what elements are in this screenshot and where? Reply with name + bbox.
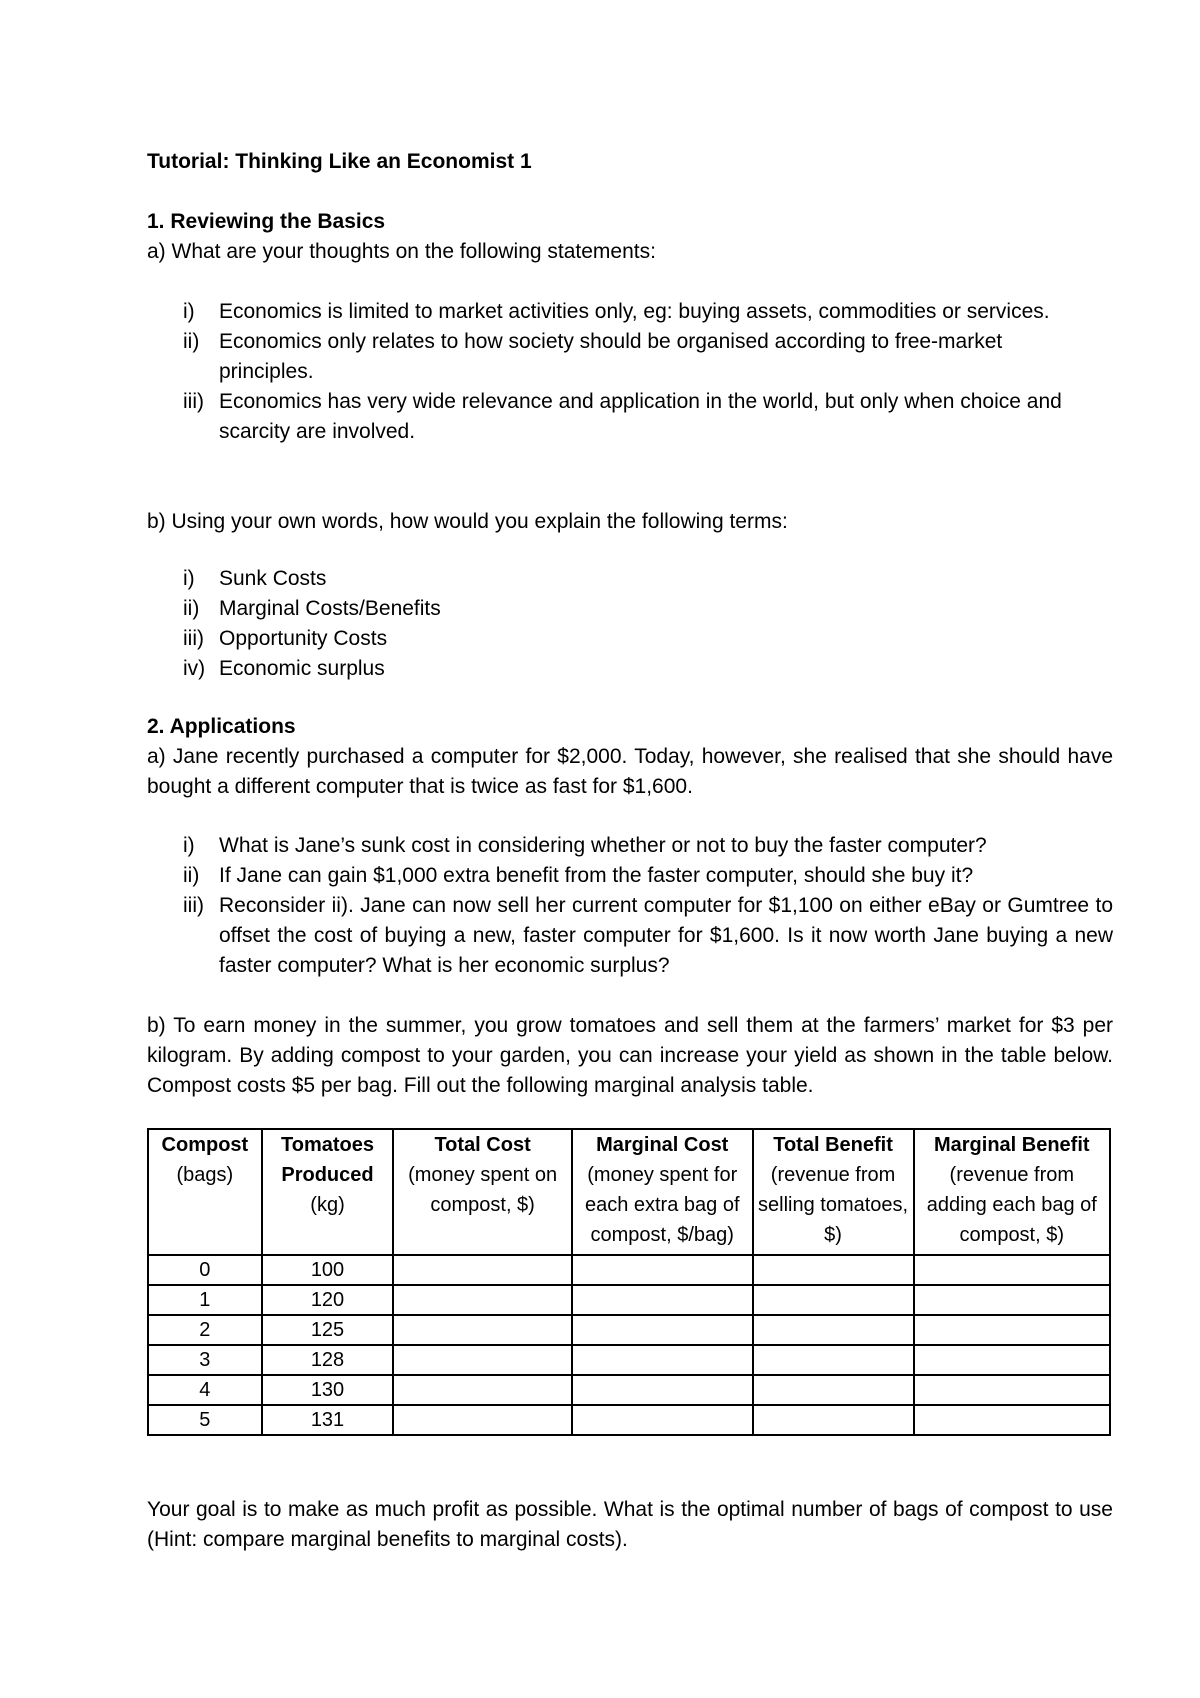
closing-text: Your goal is to make as much profit as possible. What is the optimal number of bags of compost to use (Hint: compare marginal benefits to marginal costs).: [147, 1498, 1113, 1551]
page-title: Tutorial: Thinking Like an Economist 1: [147, 150, 532, 173]
table-cell: 1: [148, 1285, 262, 1315]
column-header: Compost (bags): [148, 1129, 262, 1255]
section-1b-prompt: b) Using your own words, how would you explain the following terms:: [147, 510, 788, 533]
table-cell-empty[interactable]: [914, 1315, 1110, 1345]
table-cell-empty[interactable]: [753, 1405, 914, 1435]
table-cell: 4: [148, 1375, 262, 1405]
table-cell-empty[interactable]: [572, 1285, 753, 1315]
list-item: i) Economics is limited to market activities only, eg: buying assets, commodities or services.: [183, 300, 1050, 323]
table-cell-empty[interactable]: [914, 1285, 1110, 1315]
table-cell-empty[interactable]: [572, 1375, 753, 1405]
marginal-analysis-table: [147, 1128, 1111, 1436]
list-item: i) Sunk Costs: [183, 567, 327, 590]
table-cell: 128: [262, 1345, 394, 1375]
section-1b: [147, 507, 1113, 537]
section-1a-prompt: a) What are your thoughts on the following statements:: [147, 240, 656, 263]
list-item: ii) Marginal Costs/Benefits: [183, 597, 441, 620]
table-row: [148, 1285, 1110, 1315]
table-cell-empty[interactable]: [572, 1255, 753, 1285]
table-cell-empty[interactable]: [753, 1255, 914, 1285]
list-item: iii) Economics has very wide relevance and application in the world, but only when choice and scarcity are involved.: [183, 390, 1062, 443]
table-row: [148, 1375, 1110, 1405]
column-header: Total Cost (money spent on compost, $): [393, 1129, 572, 1255]
table-cell-empty[interactable]: [753, 1285, 914, 1315]
table-cell-empty[interactable]: [393, 1255, 572, 1285]
table-row: [148, 1405, 1110, 1435]
section-2b-prompt: b) To earn money in the summer, you grow tomatoes and sell them at the farmers’ market for $3 per kilogram. By adding compost to your garden, you can increase your yield as shown in the table below. Compost costs $5 per bag. Fill out the following marginal analysis table.: [147, 1014, 1113, 1097]
list-item: iii) Reconsider ii). Jane can now sell her current computer for $1,100 on either eBay or Gumtree to offset the cost of buying a new, faster computer for $1,600. Is it now worth Jane buying a new faster computer? What is her economic surplus?: [183, 894, 1113, 977]
table-cell-empty[interactable]: [393, 1375, 572, 1405]
section-1b-list: [147, 564, 1113, 684]
table-cell: 120: [262, 1285, 394, 1315]
table-cell: 0: [148, 1255, 262, 1285]
table-cell-empty[interactable]: [393, 1285, 572, 1315]
table-cell-empty[interactable]: [914, 1255, 1110, 1285]
table-cell: 131: [262, 1405, 394, 1435]
list-item: iii) Opportunity Costs: [183, 627, 388, 650]
table-cell-empty[interactable]: [572, 1315, 753, 1345]
column-header: Tomatoes Produced (kg): [262, 1129, 394, 1255]
table-cell-empty[interactable]: [393, 1345, 572, 1375]
table-cell: 2: [148, 1315, 262, 1345]
table-row: [148, 1255, 1110, 1285]
table-cell-empty[interactable]: [753, 1375, 914, 1405]
table-cell: 130: [262, 1375, 394, 1405]
list-item: ii) If Jane can gain $1,000 extra benefit from the faster computer, should she buy it?: [183, 864, 974, 887]
table-row: [148, 1315, 1110, 1345]
table-cell-empty[interactable]: [914, 1405, 1110, 1435]
list-item: i) What is Jane’s sunk cost in considering whether or not to buy the faster computer?: [183, 834, 987, 857]
closing-question: [147, 1495, 1113, 1555]
table-cell: 3: [148, 1345, 262, 1375]
section-2-heading: 2. Applications: [147, 715, 296, 738]
table-cell-empty[interactable]: [914, 1345, 1110, 1375]
column-header: Marginal Benefit (revenue from adding each bag of compost, $): [914, 1129, 1110, 1255]
section-1: [147, 207, 1113, 267]
table-cell-empty[interactable]: [914, 1375, 1110, 1405]
table-cell: 125: [262, 1315, 394, 1345]
table-row: [148, 1345, 1110, 1375]
table-cell-empty[interactable]: [753, 1315, 914, 1345]
section-2: [147, 712, 1113, 802]
table-cell-empty[interactable]: [572, 1405, 753, 1435]
section-2a-list: [147, 831, 1113, 981]
table-cell-empty[interactable]: [393, 1315, 572, 1345]
section-1-heading: 1. Reviewing the Basics: [147, 210, 386, 233]
table-cell: 5: [148, 1405, 262, 1435]
column-header: Total Benefit (revenue from selling tomatoes, $): [753, 1129, 914, 1255]
table-cell: 100: [262, 1255, 394, 1285]
section-2b: [147, 1011, 1113, 1101]
list-item: ii) Economics only relates to how society should be organised according to free-market principles.: [183, 330, 1003, 383]
table-cell-empty[interactable]: [572, 1345, 753, 1375]
column-header: Marginal Cost (money spent for each extra bag of compost, $/bag): [572, 1129, 753, 1255]
table-cell-empty[interactable]: [393, 1405, 572, 1435]
list-item: iv) Economic surplus: [183, 657, 385, 680]
table-cell-empty[interactable]: [753, 1345, 914, 1375]
section-2a-prompt: a) Jane recently purchased a computer for $2,000. Today, however, she realised that she should have bought a different computer that is twice as fast for $1,600.: [147, 745, 1113, 798]
section-1a-list: [147, 297, 1077, 447]
table-header-row: [148, 1129, 1110, 1255]
